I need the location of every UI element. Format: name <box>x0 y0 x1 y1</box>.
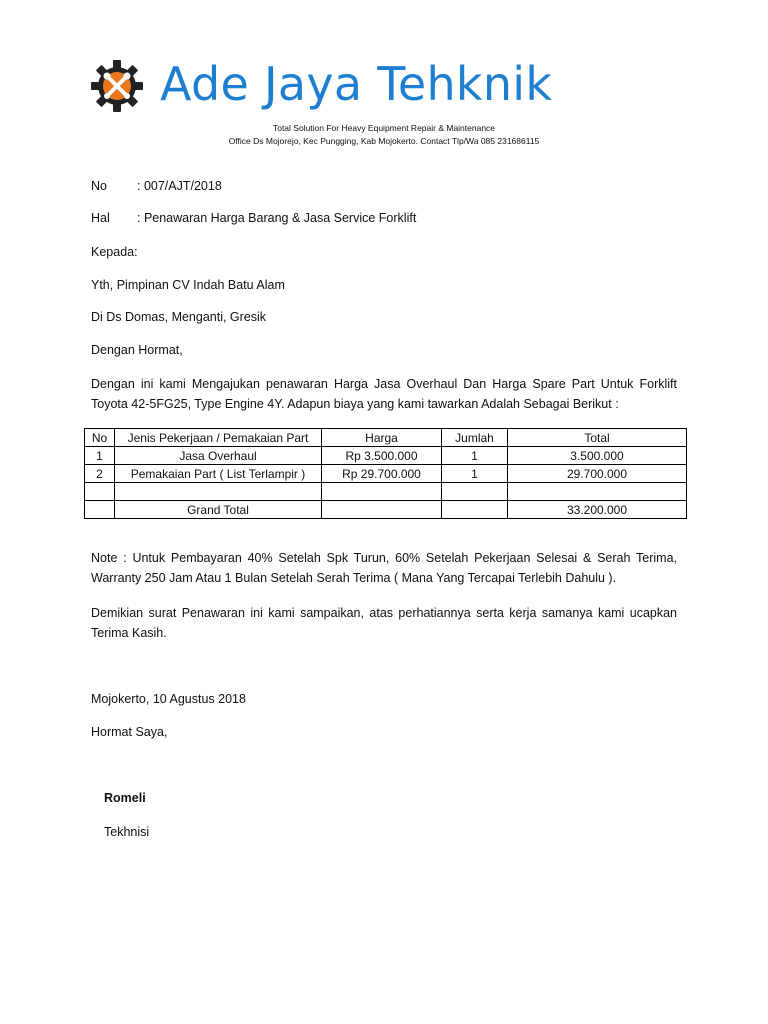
letter-subject-label: Hal <box>91 211 110 225</box>
cell-empty <box>442 501 508 519</box>
letter-subject <box>91 210 416 226</box>
cell-no <box>85 483 115 501</box>
letter-number-label: No <box>91 179 107 193</box>
place-date: Mojokerto, 10 Agustus 2018 <box>91 692 246 706</box>
regards: Hormat Saya, <box>91 725 168 739</box>
cell-jumlah: 1 <box>442 447 508 465</box>
header-cell-jenis: Jenis Pekerjaan / Pemakaian Part <box>115 429 322 447</box>
recipient-name: Yth, Pimpinan CV Indah Batu Alam <box>91 278 285 292</box>
letter-number-value: : 007/AJT/2018 <box>137 179 222 193</box>
company-tagline: Total Solution For Heavy Equipment Repair & Maintenance <box>272 123 496 133</box>
thanks-paragraph: Demikian surat Penawaran ini kami sampaikan, atas perhatiannya serta kerja samanya kami ucapkan Terima Kasih. <box>91 606 677 640</box>
cell-jumlah: 1 <box>442 465 508 483</box>
letterhead <box>90 55 690 115</box>
letter-number <box>91 178 222 194</box>
cell-empty <box>322 501 442 519</box>
grand-total-row <box>85 501 687 519</box>
intro-paragraph: Dengan ini kami Mengajukan penawaran Harga Jasa Overhaul Dan Harga Spare Part Untuk Forklift Toyota 42-5FG25, Type Engine 4Y. Adapun biaya yang kami tawarkan Adalah Sebagai Berikut : <box>91 377 677 411</box>
header-cell-harga: Harga <box>322 429 442 447</box>
recipient-address: Di Ds Domas, Menganti, Gresik <box>91 310 267 324</box>
cell-total: 29.700.000 <box>508 465 687 483</box>
company-name: Ade Jaya Tehknik <box>160 57 553 111</box>
cell-empty <box>85 501 115 519</box>
signer-title: Tekhnisi <box>104 825 150 839</box>
table-header-row <box>85 429 687 447</box>
cell-jumlah <box>442 483 508 501</box>
cell-jenis: Pemakaian Part ( List Terlampir ) <box>115 465 322 483</box>
grand-total-label: Grand Total <box>115 501 322 519</box>
company-address: Office Ds Mojorejo, Kec Pungging, Kab Mojokerto. Contact Tlp/Wa 085 231686115 <box>228 136 540 146</box>
greeting: Dengan Hormat, <box>91 343 183 357</box>
cell-jenis: Jasa Overhaul <box>115 447 322 465</box>
payment-note: Note : Untuk Pembayaran 40% Setelah Spk Turun, 60% Setelah Pekerjaan Selesai & Serah Terima, Warranty 250 Jam Atau 1 Bulan Setelah Serah Terima ( Mana Yang Tercapai Terlebih Dahulu ). <box>91 551 677 585</box>
letter-subject-value: : Penawaran Harga Barang & Jasa Service Forklift <box>137 211 417 225</box>
cell-total: 3.500.000 <box>508 447 687 465</box>
table-row <box>85 447 687 465</box>
cell-no: 2 <box>85 465 115 483</box>
cell-no: 1 <box>85 447 115 465</box>
price-table <box>84 428 687 519</box>
cell-jenis <box>115 483 322 501</box>
table-row-empty <box>85 483 687 501</box>
header-cell-jumlah: Jumlah <box>442 429 508 447</box>
table-row <box>85 465 687 483</box>
gear-wrench-logo-icon <box>90 59 152 113</box>
signer-name: Romeli <box>104 791 146 805</box>
grand-total-value: 33.200.000 <box>508 501 687 519</box>
kepada-label: Kepada: <box>91 245 138 259</box>
header-cell-total: Total <box>508 429 687 447</box>
header-cell-no: No <box>85 429 115 447</box>
cell-harga: Rp 3.500.000 <box>322 447 442 465</box>
cell-harga: Rp 29.700.000 <box>322 465 442 483</box>
cell-harga <box>322 483 442 501</box>
cell-total <box>508 483 687 501</box>
